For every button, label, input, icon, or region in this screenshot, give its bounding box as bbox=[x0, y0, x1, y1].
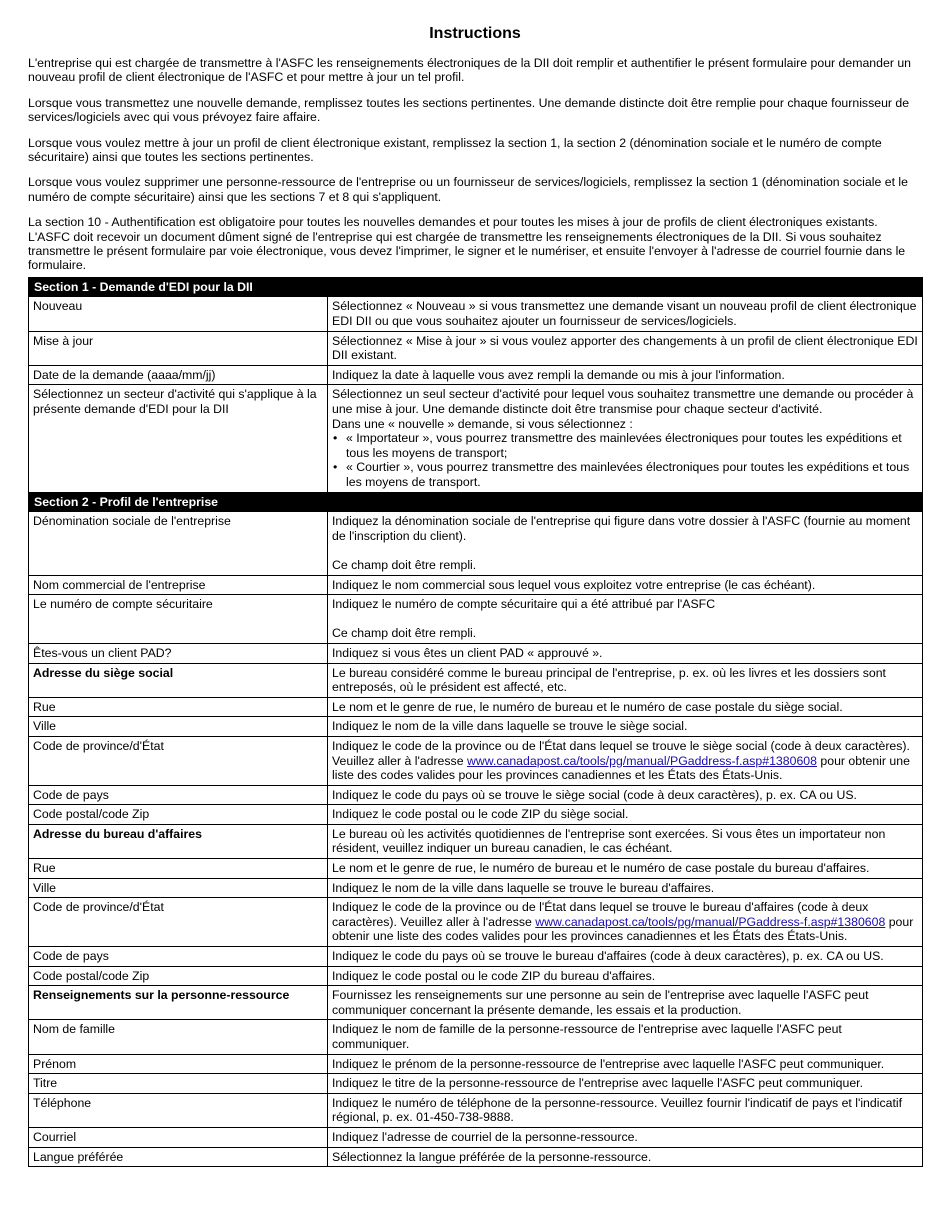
sector-bullet-list bbox=[332, 431, 918, 489]
table-row bbox=[29, 643, 923, 663]
table-row bbox=[29, 898, 923, 947]
province-desc-text: Indiquez le code de la province ou de l'État dans lequel se trouve le siège social (code à deux caractères). Veuillez aller à l'adresse bbox=[332, 738, 910, 768]
table-row bbox=[29, 1074, 923, 1094]
row-description: Indiquez le code du pays où se trouve le siège social (code à deux caractères), p. ex. CA ou US. bbox=[328, 785, 923, 805]
row-label-heading: Renseignements sur la personne-ressource bbox=[29, 986, 328, 1020]
row-description: Indiquez le titre de la personne-ressource de l'entreprise avec laquelle l'ASFC peut communiquer. bbox=[328, 1074, 923, 1094]
row-description: Le bureau où les activités quotidiennes de l'entreprise sont exercées. Si vous êtes un importateur non résident, veuillez indiquer un bureau canadien, le cas échéant. bbox=[328, 824, 923, 858]
list-item bbox=[333, 460, 918, 489]
table-row bbox=[29, 365, 923, 385]
row-label: Rue bbox=[29, 859, 328, 879]
intro-paragraph: Lorsque vous transmettez une nouvelle demande, remplissez toutes les sections pertinentes. Une demande distincte doit être remplie pour chaque fournisseur de services/logiciels avec qui vous prévoyez faire affaire. bbox=[28, 95, 910, 125]
row-label: Code de province/d'État bbox=[29, 898, 328, 947]
bullet-text: « Importateur », vous pourrez transmettre des mainlevées électroniques pour toutes les expéditions et tous les moyens de transport; bbox=[346, 431, 902, 460]
province-desc-text: pour obtenir une liste des codes valides pour les provinces canadiennes et les États des États-Unis. bbox=[332, 914, 914, 944]
row-description bbox=[328, 595, 923, 644]
list-item bbox=[333, 431, 918, 460]
section-1-header bbox=[29, 277, 923, 297]
sector-desc-line: Dans une « nouvelle » demande, si vous sélectionnez : bbox=[332, 416, 633, 431]
row-label-heading: Adresse du siège social bbox=[29, 663, 328, 697]
table-row bbox=[29, 697, 923, 717]
table-row bbox=[29, 859, 923, 879]
row-description: Indiquez le nom commercial sous lequel vous exploitez votre entreprise (le cas échéant). bbox=[328, 575, 923, 595]
table-row bbox=[29, 805, 923, 825]
table-row bbox=[29, 595, 923, 644]
intro-paragraph: Lorsque vous voulez supprimer une personne-ressource de l'entreprise ou un fournisseur de services/logiciels, remplissez la section 1 (dénomination sociale et le numéro de compte sécuritaire) ainsi que les sections 7 et 8 qui s'appliquent. bbox=[28, 175, 908, 204]
table-row bbox=[29, 331, 923, 365]
table-row bbox=[29, 947, 923, 967]
row-label-heading: Adresse du bureau d'affaires bbox=[29, 824, 328, 858]
row-label: Langue préférée bbox=[29, 1147, 328, 1167]
row-label: Courriel bbox=[29, 1127, 328, 1147]
account-desc: Indiquez le numéro de compte sécuritaire qui a été attribué par l'ASFC bbox=[332, 597, 716, 612]
table-row bbox=[29, 297, 923, 331]
row-description bbox=[328, 898, 923, 947]
row-label: Mise à jour bbox=[29, 331, 328, 365]
row-description: Indiquez le code postal ou le code ZIP du bureau d'affaires. bbox=[328, 966, 923, 986]
row-label: Ville bbox=[29, 717, 328, 737]
section-2-title: Section 2 - Profil de l'entreprise bbox=[29, 492, 923, 512]
table-row bbox=[29, 1020, 923, 1054]
bullet-icon: • bbox=[333, 460, 338, 475]
row-label: Nouveau bbox=[29, 297, 328, 331]
row-description: Indiquez le prénom de la personne-ressource de l'entreprise avec laquelle l'ASFC peut communiquer. bbox=[328, 1054, 923, 1074]
table-row bbox=[29, 1127, 923, 1147]
row-description: Le nom et le genre de rue, le numéro de bureau et le numéro de case postale du siège social. bbox=[328, 697, 923, 717]
row-description: Le nom et le genre de rue, le numéro de bureau et le numéro de case postale du bureau d'affaires. bbox=[328, 859, 923, 879]
row-description: Indiquez le numéro de téléphone de la personne-ressource. Veuillez fournir l'indicatif de pays et l'indicatif régional, p. ex. 01-450-738-9888. bbox=[328, 1093, 923, 1127]
row-description: Le bureau considéré comme le bureau principal de l'entreprise, p. ex. où les livres et les dossiers sont entreposés, où le président est affecté, etc. bbox=[328, 663, 923, 697]
row-description: Sélectionnez « Mise à jour » si vous voulez apporter des changements à un profil de client électronique EDI DII existant. bbox=[328, 331, 923, 365]
table-row bbox=[29, 1054, 923, 1074]
row-label: Téléphone bbox=[29, 1093, 328, 1127]
row-label: Date de la demande (aaaa/mm/jj) bbox=[29, 365, 328, 385]
row-description: Indiquez la date à laquelle vous avez rempli la demande ou mis à jour l'information. bbox=[328, 365, 923, 385]
legal-name-desc: Indiquez la dénomination sociale de l'entreprise qui figure dans votre dossier à l'ASFC (fournie au moment de l'inscription du client). bbox=[332, 514, 911, 543]
section-1-title: Section 1 - Demande d'EDI pour la DII bbox=[29, 277, 923, 297]
instructions-table bbox=[28, 277, 923, 1167]
bullet-text: « Courtier », vous pourrez transmettre des mainlevées électroniques pour toutes les expéditions et tous les moyens de transport. bbox=[346, 460, 910, 489]
row-label: Code postal/code Zip bbox=[29, 966, 328, 986]
sector-desc-line: Sélectionnez un seul secteur d'activité pour lequel vous souhaitez transmettre une demande ou procéder à une mise à jour. Une demande distincte doit être transmise pour chaque secteur d'activité. bbox=[332, 387, 914, 417]
row-label: Titre bbox=[29, 1074, 328, 1094]
row-description: Indiquez le code du pays où se trouve le bureau d'affaires (code à deux caractères), p. ex. CA ou US. bbox=[328, 947, 923, 967]
province-desc-text: Indiquez le code de la province ou de l'État dans lequel se trouve le bureau d'affaires (code à deux caractères). Veuillez aller à l'adresse bbox=[332, 900, 869, 929]
table-row bbox=[29, 986, 923, 1020]
row-description: Indiquez si vous êtes un client PAD « approuvé ». bbox=[328, 643, 923, 663]
row-description: Indiquez le nom de la ville dans laquelle se trouve le siège social. bbox=[328, 717, 923, 737]
row-label: Le numéro de compte sécuritaire bbox=[29, 595, 328, 644]
canadapost-link[interactable]: www.canadapost.ca/tools/pg/manual/PGaddress-f.asp#1380608 bbox=[535, 914, 886, 929]
table-row bbox=[29, 1093, 923, 1127]
required-note: Ce champ doit être rempli. bbox=[332, 626, 477, 641]
row-label: Dénomination sociale de l'entreprise bbox=[29, 512, 328, 575]
province-desc-text: pour obtenir une liste des codes valides pour les provinces canadiennes et les États des États-Unis. bbox=[332, 753, 910, 783]
row-label: Sélectionnez un secteur d'activité qui s'applique à la présente demande d'EDI pour la DII bbox=[29, 385, 328, 492]
row-description: Indiquez le code postal ou le code ZIP du siège social. bbox=[328, 805, 923, 825]
row-label: Rue bbox=[29, 697, 328, 717]
intro-paragraph: La section 10 - Authentification est obligatoire pour toutes les nouvelles demandes et pour toutes les mises à jour de profils de client électroniques existants. L'ASFC doit recevoir un document dûment signé de l'entreprise qui est chargée de transmettre les renseignements électroniques de la DII. Si vous souhaitez transmettre le présent formulaire par voie électronique, vous devez l'imprimer, le signer et le numériser, et ensuite l'envoyer à l'adresse de courriel fournie dans le formulaire. bbox=[28, 215, 906, 273]
row-description: Indiquez l'adresse de courriel de la personne-ressource. bbox=[328, 1127, 923, 1147]
table-row bbox=[29, 1147, 923, 1167]
row-description: Indiquez le nom de la ville dans laquelle se trouve le bureau d'affaires. bbox=[328, 878, 923, 898]
table-row bbox=[29, 717, 923, 737]
canadapost-link[interactable]: www.canadapost.ca/tools/pg/manual/PGaddress-f.asp#1380608 bbox=[466, 753, 817, 768]
spacer bbox=[332, 612, 918, 627]
row-description: Indiquez le nom de famille de la personne-ressource de l'entreprise avec laquelle l'ASFC peut communiquer. bbox=[328, 1020, 923, 1054]
row-label: Code de pays bbox=[29, 785, 328, 805]
row-description bbox=[328, 736, 923, 785]
row-label: Nom de famille bbox=[29, 1020, 328, 1054]
intro-text bbox=[28, 56, 922, 273]
table-row bbox=[29, 785, 923, 805]
required-note: Ce champ doit être rempli. bbox=[332, 557, 477, 572]
row-description bbox=[328, 385, 923, 492]
section-2-header bbox=[29, 492, 923, 512]
table-row bbox=[29, 575, 923, 595]
spacer bbox=[332, 543, 918, 558]
table-row bbox=[29, 736, 923, 785]
row-label: Prénom bbox=[29, 1054, 328, 1074]
row-label: Code postal/code Zip bbox=[29, 805, 328, 825]
table-row bbox=[29, 966, 923, 986]
row-description: Fournissez les renseignements sur une personne au sein de l'entreprise avec laquelle l'ASFC peut communiquer concernant la présente demande, les essais et la production. bbox=[328, 986, 923, 1020]
row-description: Sélectionnez la langue préférée de la personne-ressource. bbox=[328, 1147, 923, 1167]
table-row bbox=[29, 878, 923, 898]
table-row bbox=[29, 385, 923, 492]
row-label: Code de pays bbox=[29, 947, 328, 967]
bullet-icon: • bbox=[333, 431, 338, 446]
row-description bbox=[328, 512, 923, 575]
intro-paragraph: Lorsque vous voulez mettre à jour un profil de client électronique existant, remplissez la section 1, la section 2 (dénomination sociale et le numéro de compte sécuritaire) ainsi que toutes les sections pertinentes. bbox=[28, 135, 882, 165]
row-label: Code de province/d'État bbox=[29, 736, 328, 785]
page-title: Instructions bbox=[429, 25, 521, 42]
row-label: Êtes-vous un client PAD? bbox=[29, 643, 328, 663]
row-label: Ville bbox=[29, 878, 328, 898]
row-label: Nom commercial de l'entreprise bbox=[29, 575, 328, 595]
table-row bbox=[29, 663, 923, 697]
table-row bbox=[29, 512, 923, 575]
intro-paragraph: L'entreprise qui est chargée de transmettre à l'ASFC les renseignements électroniques de la DII doit remplir et authentifier le présent formulaire pour demander un nouveau profil de client électronique de l'ASFC et pour mettre à jour un tel profil. bbox=[28, 56, 912, 85]
table-row bbox=[29, 824, 923, 858]
row-description: Sélectionnez « Nouveau » si vous transmettez une demande visant un nouveau profil de client électronique EDI DII ou que vous souhaitez ajouter un fournisseur de services/logiciels. bbox=[328, 297, 923, 331]
